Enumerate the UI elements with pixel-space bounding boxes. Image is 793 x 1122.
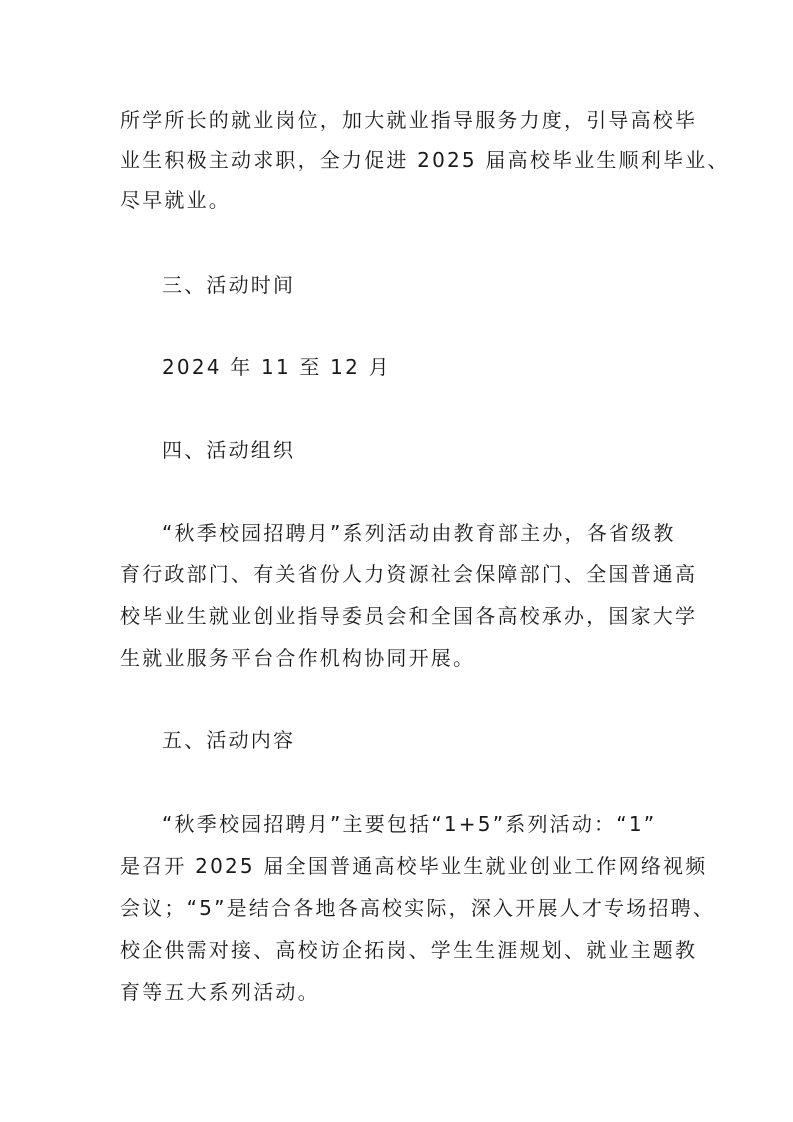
- paragraph-line: 尽早就业。: [120, 188, 231, 212]
- activity-date: 2024 年 11 至 12 月: [162, 355, 391, 379]
- paragraph-line: 会议；“5”是结合各地各高校实际，深入开展人才专场招聘、: [120, 896, 716, 920]
- paragraph-line: 业生积极主动求职，全力促进 2025 届高校毕业生顺利毕业、: [120, 148, 730, 172]
- paragraph-line: 育等五大系列活动。: [120, 980, 320, 1004]
- paragraph-line: 育行政部门、有关省份人力资源社会保障部门、全国普通高: [120, 562, 698, 586]
- paragraph-line: 校毕业生就业创业指导委员会和全国各高校承办，国家大学: [120, 604, 698, 628]
- section-heading-organization: 四、活动组织: [162, 438, 296, 462]
- paragraph-line: 是召开 2025 届全国普通高校毕业生就业创业工作网络视频: [120, 854, 708, 878]
- paragraph-line: “秋季校园招聘月”系列活动由教育部主办，各省级教: [162, 521, 676, 545]
- paragraph-line: 所学所长的就业岗位，加大就业指导服务力度，引导高校毕: [120, 108, 698, 132]
- paragraph-line: “秋季校园招聘月”主要包括“1+5”系列活动：“1”: [162, 812, 657, 836]
- section-heading-time: 三、活动时间: [162, 273, 296, 297]
- section-heading-content: 五、活动内容: [162, 728, 296, 752]
- paragraph-line: 校企供需对接、高校访企拓岗、学生生涯规划、就业主题教: [120, 938, 698, 962]
- paragraph-line: 生就业服务平台合作机构协同开展。: [120, 646, 476, 670]
